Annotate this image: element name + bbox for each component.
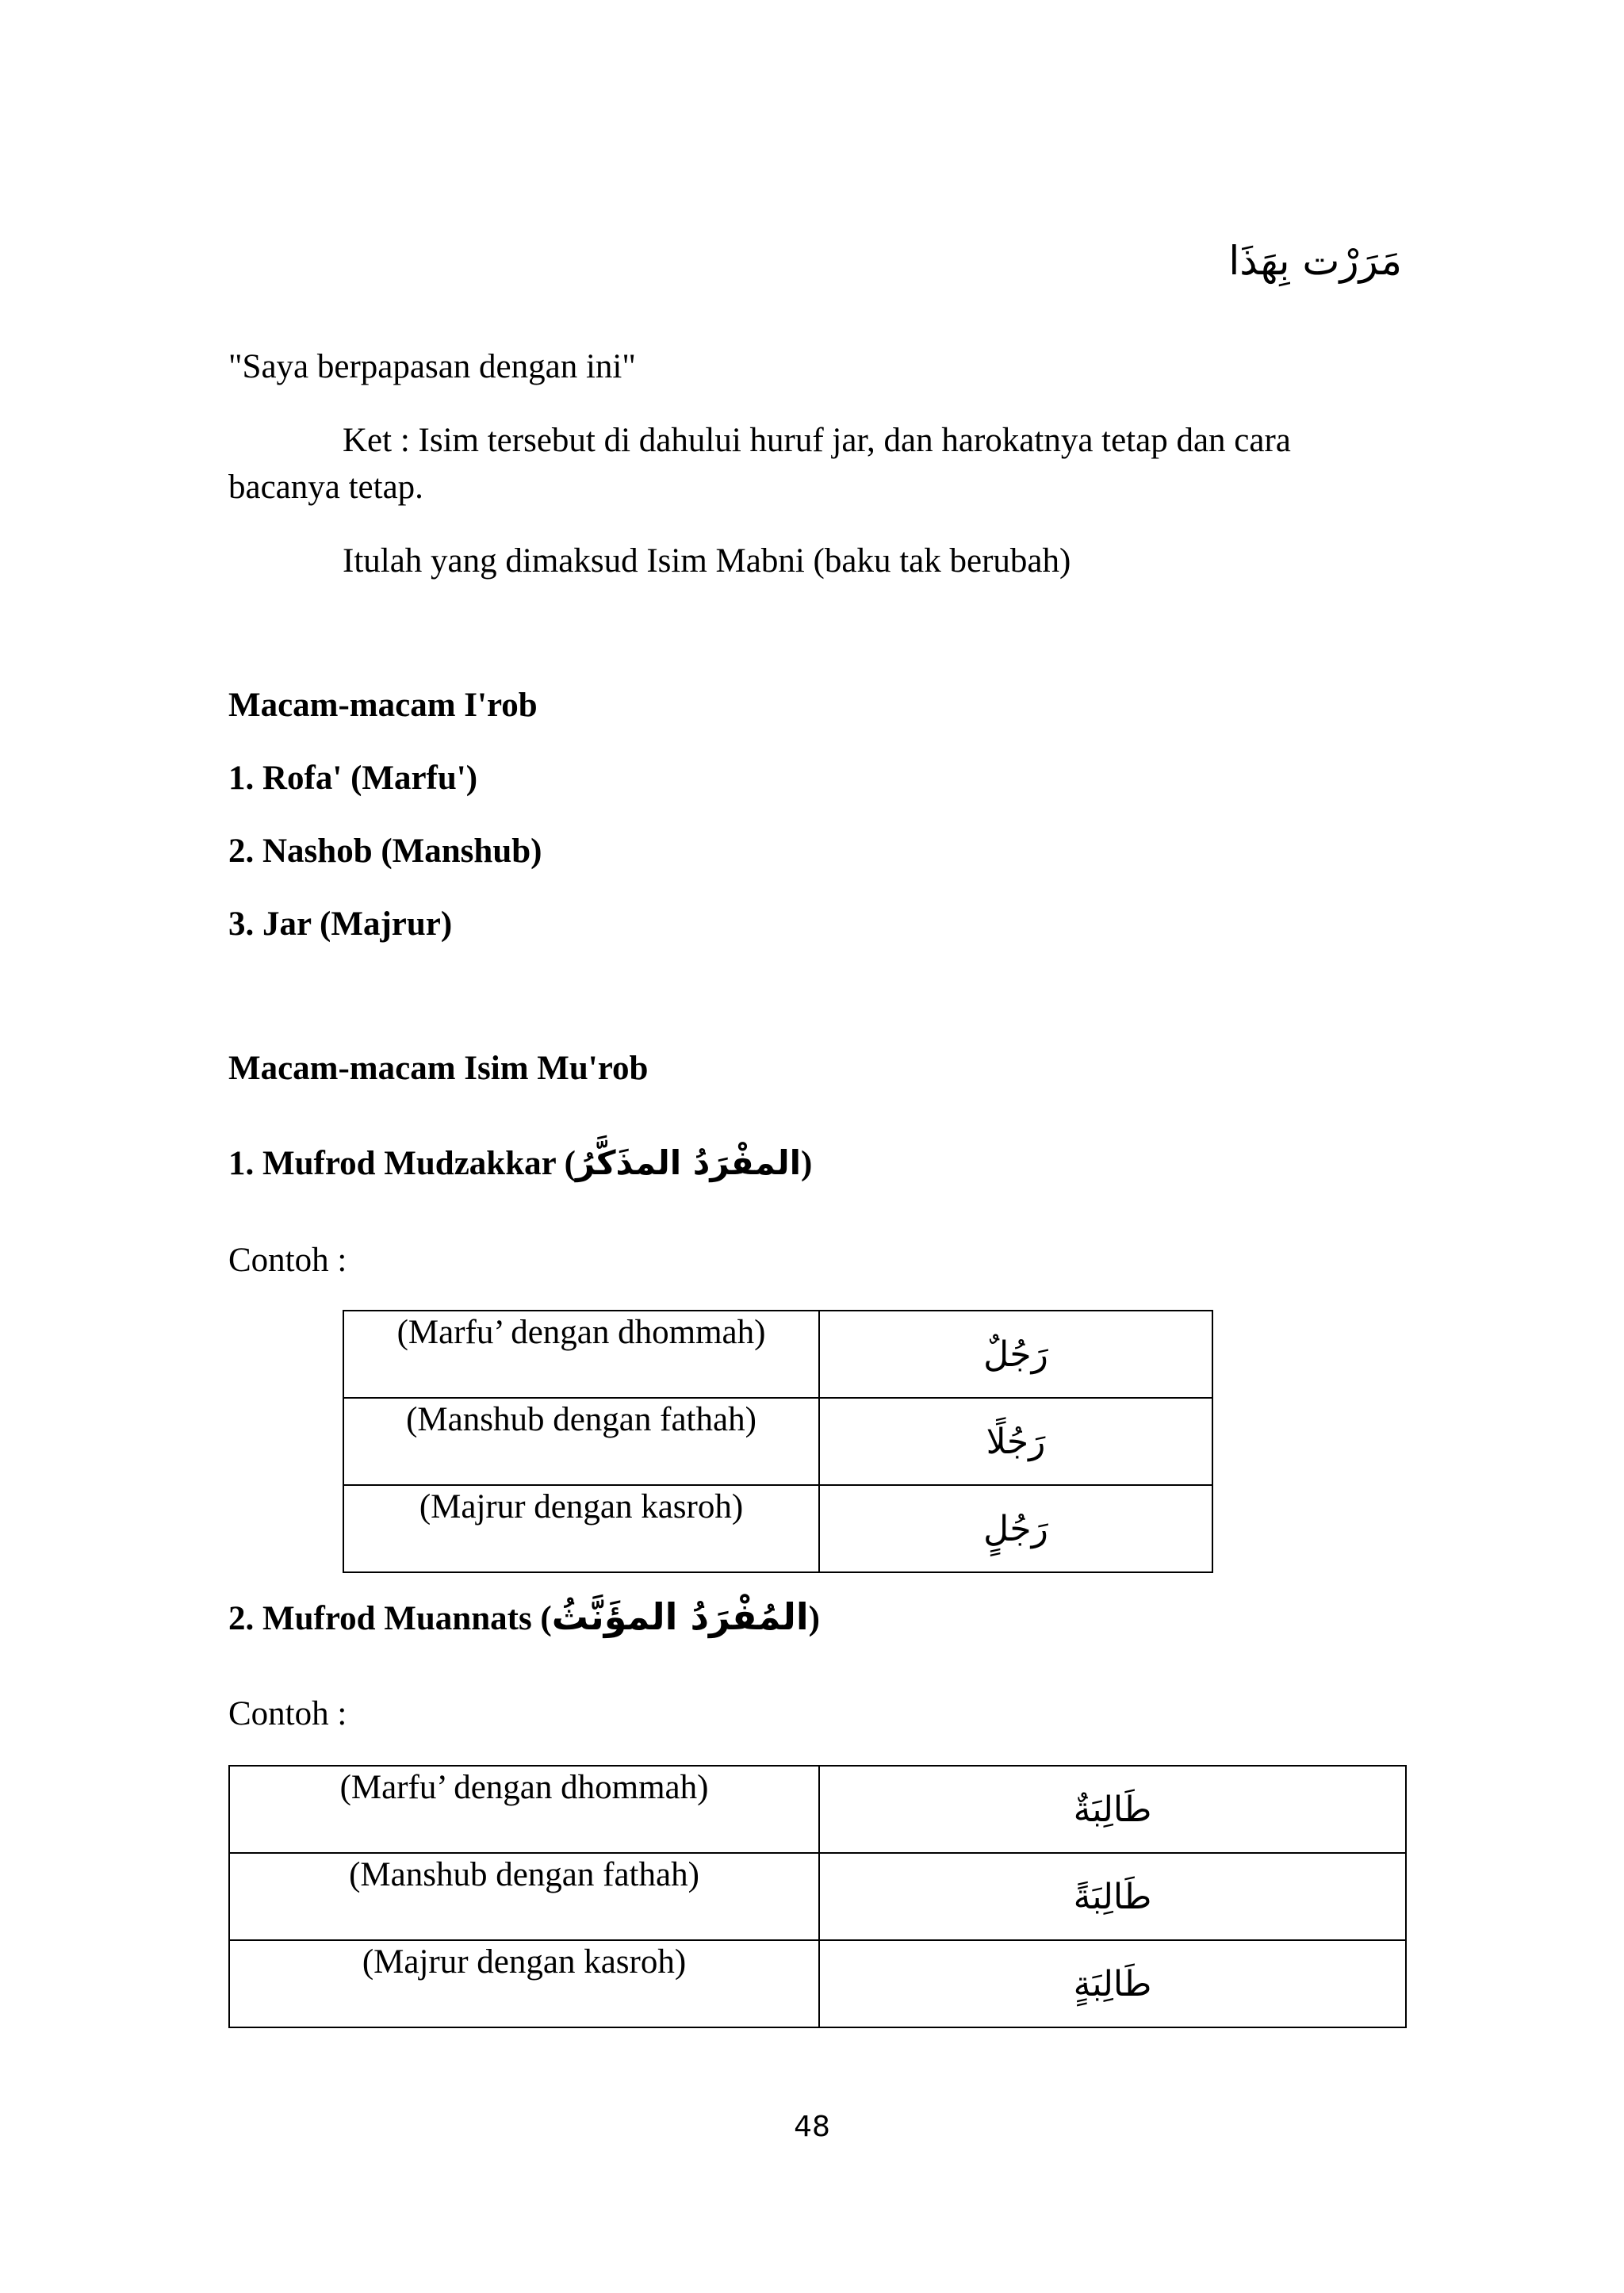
table-row xyxy=(229,1766,1406,1853)
page-number: 48 xyxy=(794,2111,830,2143)
row-arabic: رَجُلٍ xyxy=(819,1485,1212,1572)
section-title-arabic: المُفْرَدُ المؤَنَّثُ xyxy=(551,1595,809,1638)
row-label: (Manshub dengan fathah) xyxy=(229,1853,819,1940)
row-label: (Marfu’ dengan dhommah) xyxy=(229,1766,819,1853)
note-line-1: Ket : Isim tersebut di dahului huruf jar, dan harokatnya tetap dan cara xyxy=(343,422,1291,459)
row-arabic: طَالِبَةً xyxy=(819,1853,1406,1940)
section-title-text: 2. Mufrod Muannats ( xyxy=(228,1600,552,1637)
section-title-close: ) xyxy=(801,1145,813,1182)
section-muannats-title xyxy=(228,1594,820,1641)
row-label: (Majrur dengan kasroh) xyxy=(229,1940,819,2027)
row-label: (Marfu’ dengan dhommah) xyxy=(343,1311,819,1398)
row-arabic: طَالِبَةٌ xyxy=(819,1766,1406,1853)
row-arabic: رَجُلًا xyxy=(819,1398,1212,1485)
table-row xyxy=(229,1853,1406,1940)
irob-item-nashob: 2. Nashob (Manshub) xyxy=(228,833,542,870)
section-title-text: 1. Mufrod Mudzakkar ( xyxy=(228,1145,576,1182)
example-label-2: Contoh : xyxy=(228,1695,347,1732)
row-label: (Manshub dengan fathah) xyxy=(343,1398,819,1485)
section-title-arabic: المفْرَدُ المذَكَّرُ xyxy=(576,1143,801,1182)
muannats-table xyxy=(228,1765,1407,2028)
irob-heading: Macam-macam I'rob xyxy=(228,687,538,724)
mudzakkar-table xyxy=(343,1310,1213,1573)
row-label: (Majrur dengan kasroh) xyxy=(343,1485,819,1572)
table-row xyxy=(343,1485,1212,1572)
irob-item-rofa: 1. Rofa' (Marfu') xyxy=(228,760,478,797)
example-label-1: Contoh : xyxy=(228,1242,347,1279)
irob-item-jar: 3. Jar (Majrur) xyxy=(228,905,453,943)
section-title-close: ) xyxy=(808,1600,820,1637)
note-line-2: bacanya tetap. xyxy=(228,469,423,506)
section-mudzakkar-title xyxy=(228,1142,812,1186)
murob-heading: Macam-macam Isim Mu'rob xyxy=(228,1050,649,1087)
summary-text: Itulah yang dimaksud Isim Mabni (baku tak berubah) xyxy=(343,542,1071,580)
table-row xyxy=(343,1311,1212,1398)
translation-text: "Saya berpapasan dengan ini" xyxy=(228,348,636,385)
row-arabic: رَجُلٌ xyxy=(819,1311,1212,1398)
arabic-sentence: مَرَرْت بِهَذَا xyxy=(1228,238,1402,284)
table-row xyxy=(343,1398,1212,1485)
row-arabic: طَالِبَةٍ xyxy=(819,1940,1406,2027)
table-row xyxy=(229,1940,1406,2027)
